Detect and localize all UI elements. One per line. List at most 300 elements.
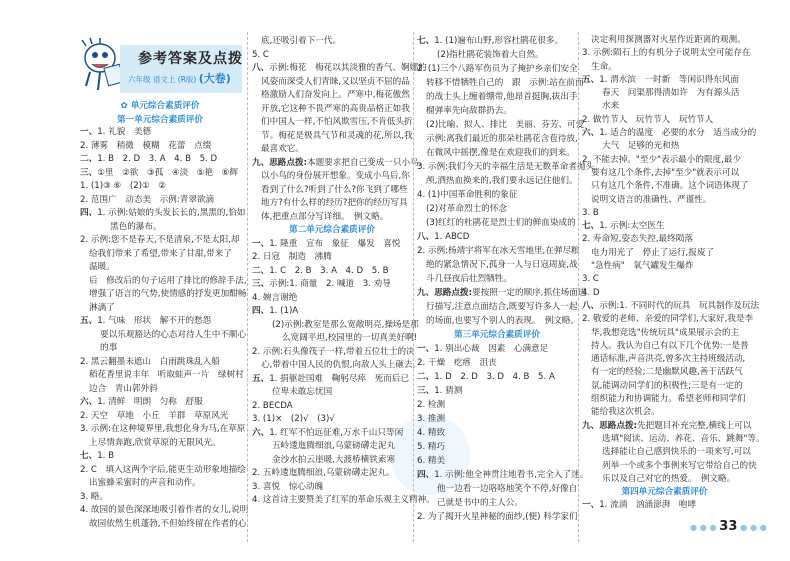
- answer-text: 1. D 2. D 3. D 4. B 5. A: [434, 372, 555, 382]
- question-number: 二、: [80, 154, 98, 164]
- answer-line: [582, 34, 747, 47]
- answer-line: [252, 305, 412, 319]
- answer-text: 3. 示例:陨石上的有机分子说明太空可能存在: [582, 48, 751, 59]
- question-number: 八、: [417, 232, 435, 242]
- answer-text: 1. 礼貌 美德: [97, 127, 152, 137]
- question-number: 五、: [582, 74, 600, 85]
- answer-text: 1. 示例:他全神贯注地看书,完全入了迷。: [434, 470, 589, 480]
- column-divider: [247, 32, 248, 542]
- answer-text: 看到了什么?听到了什么?你飞到了哪些: [261, 184, 408, 195]
- answer-line: [252, 427, 412, 441]
- answer-text: 第四单元综合素质评价: [621, 487, 708, 498]
- answer-line: [582, 433, 765, 446]
- answer-line: [252, 143, 412, 157]
- answer-line: [582, 366, 747, 379]
- answer-line: [252, 184, 412, 198]
- answer-text: 己就是书中的主人公。: [437, 498, 523, 508]
- answer-text: 1. 渭水滨 一时新 等闲识得东风面: [599, 74, 740, 85]
- answer-text: 的事: [100, 343, 118, 353]
- answer-line: [252, 211, 412, 225]
- answer-column-4: [582, 34, 765, 513]
- answer-line: [582, 460, 757, 473]
- answer-line: [252, 400, 412, 414]
- answer-text: 乐以及自己对它的热爱。 例文略。: [602, 473, 736, 484]
- answer-line: [582, 287, 747, 300]
- question-number: 四、: [252, 306, 270, 316]
- answer-text: 黑色的瀑布。: [110, 221, 162, 232]
- answer-line: [582, 313, 754, 326]
- answer-text: 示例:离我们最近的那朵杜鹃花含苞待放,: [426, 134, 578, 144]
- answer-text: 1. (1)遍布山野,形容杜鹃花很多。: [434, 36, 564, 46]
- question-number: 六、: [80, 397, 98, 407]
- answer-text: 后 修改后的句子运用了排比的修辞手法,: [89, 275, 247, 286]
- answer-line: [582, 340, 747, 353]
- answer-text: 持人。我认为自己有以下几个优势:一是普: [591, 340, 749, 351]
- answer-line: [582, 180, 747, 193]
- answer-text: 4. (1)中国革命胜利的象征: [417, 190, 518, 200]
- answer-line: [80, 518, 245, 532]
- answer-text: 2. 日寇 制造 沸腾: [252, 252, 332, 262]
- answer-line: [252, 440, 412, 454]
- answer-text: 6. 精美: [417, 456, 446, 466]
- answer-line: [417, 34, 577, 48]
- question-number: 六、: [582, 128, 600, 139]
- answer-text: 以小鸟的身份展开想象。变成小鸟后,你: [261, 171, 410, 181]
- header-subtitle: [128, 70, 231, 86]
- answer-line: [80, 450, 245, 464]
- answer-text: 1. 捐躯赴国难 鞠躬尽瘁 死而后已: [269, 373, 410, 384]
- answer-text: 在微风中摇摆,像是在欢迎我们的到来。: [426, 148, 575, 158]
- answer-text: 3. C: [582, 274, 599, 285]
- answer-text: 3. 示例:在这种境界里,我想化身为马,在草原: [80, 424, 246, 434]
- answer-line: [417, 454, 577, 468]
- answer-text: 生命。: [591, 61, 617, 72]
- answer-line: [417, 468, 589, 482]
- answer-text: 能给我这次机会。: [591, 407, 660, 418]
- answer-line: [582, 393, 747, 406]
- question-number: 一、: [252, 238, 270, 249]
- answer-text: 2. (1)三个八路军伤员为了掩护乡亲们安全: [417, 64, 578, 74]
- answer-text: 大气 足够的光和热: [602, 141, 680, 152]
- answer-text: 2. 为了揭开火星神秘的面纱,(便) 科学家们: [417, 512, 578, 522]
- answer-line: [252, 103, 412, 117]
- answer-line: [80, 437, 245, 451]
- answer-line: [417, 482, 577, 496]
- answer-line: [417, 244, 580, 258]
- answer-text: 要以乐观豁达的心态对待人生中不顺心: [100, 329, 247, 340]
- answer-line: [80, 261, 245, 275]
- answer-text: 第二单元综合素质评价: [289, 225, 375, 235]
- question-number: 三、: [252, 279, 270, 289]
- answer-text: 1. (1)A: [269, 306, 299, 316]
- answer-line: [80, 207, 245, 221]
- answer-line: [582, 473, 747, 486]
- answer-line: [582, 127, 757, 140]
- answer-text: 2. 干燥 疙瘩 沮丧: [417, 358, 497, 368]
- answer-text: 给我们带来了希望,带来了甘甜,带来了: [89, 248, 232, 259]
- answer-text: 3. 喜悦 惊心动魄: [252, 481, 324, 492]
- answer-line: [252, 494, 435, 508]
- answer-line: [582, 260, 747, 273]
- answer-text: 1. 流淌 汹涌澎湃 咆哮: [599, 500, 697, 511]
- answer-text: (2)示例:教室是那么宽敞明亮,操场是那: [272, 319, 419, 330]
- answer-line: [417, 258, 577, 272]
- answer-text: 故园依然生机蓬勃,不但始终留在作者的心: [89, 518, 247, 529]
- answer-text: 最喜欢它。: [261, 144, 304, 154]
- answer-text: 1. C 2. B 3. A 4. D 5. B: [269, 265, 389, 276]
- answer-text: 5. C: [252, 49, 269, 60]
- answer-line: [252, 130, 412, 144]
- question-number: 一、: [582, 500, 600, 511]
- answer-line: [80, 396, 245, 410]
- answer-text: 3. 略。: [80, 491, 109, 502]
- answer-line: [252, 251, 412, 265]
- unit-heading: [252, 224, 412, 238]
- answer-text: (2)指杜鹃花装饰着大自然。: [437, 50, 544, 60]
- question-number: 四、: [417, 470, 435, 480]
- answer-line: [252, 292, 412, 306]
- answer-text: (2)比喻、拟人、排比 美丽、芬芳、可爱: [426, 120, 585, 130]
- answer-text: 地方?有什么样的经历?把你的经历写具: [261, 198, 408, 208]
- answer-line: [582, 446, 751, 459]
- answer-text: 稻花香里说丰年 听取蛙声一片 绿树村: [89, 370, 244, 380]
- answer-text: (3)红红的杜鹃花是烈士们的鲜血染成的: [426, 218, 576, 228]
- answer-text: 他一边看一边咯咯地笑个不停,好像自: [437, 484, 578, 494]
- answer-line: [252, 467, 412, 481]
- answer-line: [252, 76, 412, 90]
- unit-heading: [417, 328, 577, 342]
- answer-text: 列举一个或多个事例来写它带给自己的快: [602, 460, 757, 471]
- answer-text: 4. 婉言谢绝: [252, 292, 298, 303]
- answer-line: [417, 412, 577, 426]
- answer-text: 4. 这首诗主要赞美了红军的革命乐观主义精神。: [252, 495, 435, 505]
- answer-text: 先把题目补充完整,横线上可以: [637, 420, 752, 431]
- answer-line: [252, 373, 412, 387]
- answer-text: 节。梅花是极具气节和灵魂的花,所以,我: [261, 130, 413, 141]
- answer-line: [417, 132, 577, 146]
- answer-text: 心,带着中国人民的仇恨,向敌人头上砸去。: [261, 360, 422, 370]
- answer-text: 5. 精巧: [417, 442, 446, 452]
- answer-text: 么宽阔平坦,校园里的一切真美好啊!: [282, 333, 418, 343]
- answer-line: [252, 386, 412, 400]
- answer-text: 3. 示例:我们今天的幸福生活是无数革命者抛头: [417, 162, 595, 172]
- answer-line: [417, 216, 577, 230]
- question-number: 二、: [417, 372, 435, 382]
- answer-line: [582, 167, 747, 180]
- answer-line: [417, 426, 577, 440]
- answer-line: [80, 153, 245, 167]
- answer-text: 转移不惜牺牲自己的 跟 示例:站在前面: [426, 78, 584, 88]
- answer-line: [417, 370, 577, 384]
- answer-text: 2. 检测: [417, 400, 446, 410]
- answer-line: [417, 496, 577, 510]
- answer-text: 格激励人们奋发向上。严寒中,梅花傲然: [261, 90, 410, 100]
- answer-line: [582, 380, 747, 393]
- answer-line: [417, 188, 577, 202]
- answer-text: 有一定的经验;二是幽默风趣,善于活跃气: [591, 367, 743, 378]
- answer-line: [80, 504, 249, 518]
- answer-line: [582, 300, 760, 313]
- question-number: 三、: [417, 386, 435, 396]
- answer-text: 斗几昼夜后壮烈牺牲。: [426, 274, 512, 284]
- answer-line: [417, 202, 577, 216]
- answer-text: 电力用光了 停止了运行,报废了: [591, 247, 715, 258]
- answer-line: [252, 265, 412, 279]
- answer-line: [582, 87, 747, 100]
- answer-line: [417, 230, 577, 244]
- answer-line: [252, 62, 427, 76]
- answer-text: 2. 示例:您不是春天,不是清泉,不是太阳,却: [80, 235, 240, 245]
- answer-text: 2. C 填入这两个字后,能更生动形象地描绘: [80, 464, 246, 475]
- answer-text: 3. 推测: [417, 414, 446, 424]
- answer-line: [252, 319, 419, 333]
- question-number: 四、: [80, 208, 98, 218]
- answer-text: 1. 别出心裁 因素 心满意足: [434, 344, 549, 354]
- answer-text: 金沙水拍云崖暖,大渡桥横铁索寒: [272, 454, 396, 465]
- unit-heading: [582, 486, 747, 499]
- answer-text: 颅,洒热血换来的,我们要永远记住他们。: [426, 176, 578, 186]
- question-number: 一、: [417, 344, 435, 354]
- answer-text: 4. 精致: [417, 428, 446, 438]
- question-number: 九、思路点拨:: [417, 288, 472, 298]
- answer-line: [417, 90, 577, 104]
- answer-text: 1. (1)③ ⑥ (2)① ②: [80, 181, 167, 191]
- answer-text: (2)对革命烈士的怀念: [426, 204, 507, 214]
- answer-line: [80, 302, 245, 316]
- answer-text: 们中国人一样,不怕风欺雪压,不肯低头折: [261, 117, 413, 127]
- answer-text: 2. 示例:杨靖宇将军在冰天雪地里,在弹尽粮: [417, 246, 580, 256]
- answer-line: [582, 420, 752, 433]
- answer-text: 水来: [602, 101, 620, 112]
- answer-line: [417, 62, 577, 76]
- answer-text: 4. D: [582, 287, 600, 298]
- question-number: 八、: [252, 63, 270, 73]
- answer-line: [417, 286, 587, 300]
- answer-text: 温暖。: [89, 262, 115, 272]
- answer-line: [252, 170, 412, 184]
- answer-line: [582, 247, 747, 260]
- answer-line: [252, 89, 412, 103]
- answer-text: 3. B: [582, 207, 599, 218]
- answer-text: 氛,能调动同学们的积极性;三是有一定的: [591, 380, 743, 391]
- answer-line: [252, 35, 412, 49]
- question-number: 八、: [582, 300, 600, 311]
- question-number: 一、: [80, 127, 98, 137]
- answer-text: 1. 示例:太空医生: [599, 221, 665, 232]
- answer-text: 绝的紧急情况下,孤身一人与日寇周旋,战: [426, 260, 578, 270]
- answer-text: 1. B 2. D 3. A 4. B 5. D: [97, 154, 218, 164]
- answer-text: 2. 天空 草地 小丘 羊群 草原风光: [80, 410, 229, 421]
- answer-text: ①里 ②欲 ③孤 ④淡 ⑤艳 ⑥辉: [97, 167, 238, 178]
- answer-line: [252, 157, 422, 171]
- answer-line: [582, 207, 747, 220]
- answer-line: [80, 342, 245, 356]
- answer-line: [417, 272, 577, 286]
- answer-line: [80, 248, 245, 262]
- answer-line: [417, 314, 580, 328]
- answer-text: "急性病" 氧气罐发生爆炸: [591, 261, 694, 272]
- question-number: 九、思路点拨:: [582, 420, 637, 431]
- answer-line: [582, 406, 747, 419]
- question-number: 五、: [80, 316, 98, 326]
- answer-text: 五岭逶迤腾细浪,乌蒙磅礴走泥丸: [272, 441, 396, 451]
- answer-line: [582, 154, 747, 167]
- answer-line: [80, 491, 245, 505]
- answer-text: 1. 清鲜 明朗 匀称 舒服: [97, 397, 203, 407]
- answer-text: 1. 隆重 宣布 象征 爆发 喜悦: [269, 238, 401, 249]
- answer-line: [582, 47, 751, 60]
- answer-line: [582, 353, 747, 366]
- answer-line: [417, 146, 577, 160]
- answer-text: 决定利用探测器对火星作近距离的观测。: [591, 35, 746, 45]
- answer-text: 2. 薄雾 稍微 模糊 花蕾 点缀: [80, 140, 212, 151]
- column-divider: [578, 32, 579, 542]
- answer-line: [80, 383, 245, 397]
- answer-line: [582, 499, 747, 512]
- answer-text: 2. 黑云翻墨未遮山 白雨跳珠乱入船: [80, 356, 220, 367]
- answer-text: 第三单元综合素质评价: [454, 330, 540, 340]
- answer-text: 的场面,也要写个别人的表现。 例文略。: [426, 316, 580, 326]
- answer-column-1: [80, 126, 249, 531]
- answer-text: 1. 示例:姑娘的头发长长的,黑黑的,恰如: [97, 208, 246, 218]
- answer-text: 华,我想竞选"传统玩具"成果展示会的主: [591, 327, 740, 338]
- answer-line: [252, 359, 422, 373]
- answer-line: [80, 234, 245, 248]
- answer-line: [252, 454, 412, 468]
- answer-text: 2. 范围广 动态美 示例:青翠欲滴: [80, 194, 215, 205]
- answer-line: [252, 278, 412, 292]
- answer-text: 行描写,注意点面结合,既要写许多人一起: [426, 302, 578, 312]
- answer-line: [252, 481, 412, 495]
- answer-text: 要有这几个条件,去掉"至少"就表示可以: [591, 167, 740, 178]
- answer-line: [80, 180, 245, 194]
- grade-subject: 六年级 语文上 (R版): [128, 75, 197, 84]
- question-number: 九、思路点拨:: [252, 157, 307, 168]
- answer-text: 2. BECDA: [252, 400, 293, 411]
- answer-line: [417, 174, 577, 188]
- answer-line: [252, 332, 418, 346]
- answer-text: 要按照一定的顺序,抓住场面进: [472, 288, 587, 298]
- question-number: 七、: [582, 221, 600, 232]
- answer-line: [582, 220, 747, 233]
- answer-text: 1. 适合的温度 必要的水分 适当成分的: [599, 128, 757, 139]
- answer-line: [417, 398, 577, 412]
- answer-line: [252, 413, 412, 427]
- mascot-illustration: [78, 36, 126, 96]
- answer-text: 2. 做竹节人 玩竹节人 玩竹节人: [582, 114, 714, 125]
- question-number: 六、: [252, 427, 270, 438]
- answer-line: [252, 116, 412, 130]
- answer-line: [417, 356, 577, 370]
- answer-text: 榴弹率先向敌群扔去。: [426, 106, 512, 116]
- answer-text: 1. B: [97, 451, 115, 461]
- page-number-text: 33: [719, 519, 738, 534]
- answer-line: [80, 221, 245, 235]
- answer-line: [252, 346, 415, 360]
- question-number: 七、: [80, 451, 98, 461]
- answer-line: [80, 477, 245, 491]
- answer-text: 通话标准,声音洪亮,曾多次主持班级活动,: [591, 354, 746, 365]
- answer-text: 体,把重点部分写详细。 例文略。: [261, 211, 389, 222]
- answer-text: 选填"阅读、运动、养花、音乐、跳舞"等。: [602, 433, 765, 444]
- answer-line: [80, 194, 245, 208]
- answer-text: 说明文语言的准确性、严谨性。: [591, 194, 712, 205]
- section-title-text: 单元综合素质评价: [130, 101, 200, 111]
- answer-text: 4. 故园的景色深深地吸引着作者的女儿,说明: [80, 505, 249, 515]
- answer-text: 3. (1)× (2)√ (3)√: [252, 414, 335, 424]
- answer-line: [417, 104, 577, 118]
- answer-line: [252, 238, 412, 252]
- answer-text: 边合 青山郭外斜: [89, 383, 158, 394]
- answer-line: [417, 440, 577, 454]
- answer-text: 的战士头上缠着绷带,他昂首挺胸,拔出手: [426, 92, 578, 102]
- answer-text: 增强了语言的气势,使情感的抒发更加酣畅: [89, 289, 247, 299]
- answer-text: 示例:1. 不同时代的玩具 玩具制作及玩法: [599, 300, 760, 311]
- answer-text: 上尽情奔跑,欣赏草原的无限风光。: [89, 437, 221, 448]
- answer-text: 1. ABCD: [434, 232, 470, 242]
- answer-line: [80, 288, 245, 302]
- answer-text: 底,还吸引着下一代。: [261, 36, 342, 46]
- answer-line: [417, 384, 577, 398]
- answer-text: 位卑未敢忘忧国: [272, 387, 333, 397]
- answer-text: 组织能力和协调能力。希望老师和同学们: [591, 394, 746, 405]
- answer-line: [80, 423, 245, 437]
- answer-line: [582, 114, 747, 127]
- answer-line: [80, 464, 245, 478]
- answer-line: [252, 49, 412, 63]
- page-number: ● ● ● 33 ● ● ●: [690, 519, 767, 534]
- answer-line: [252, 197, 412, 211]
- answer-line: [417, 160, 595, 174]
- answer-text: 风姿而深受人们青睐,又以坚贞不屈的品: [261, 76, 410, 87]
- answer-line: [80, 329, 245, 343]
- answer-line: [582, 100, 747, 113]
- answer-line: [582, 327, 747, 340]
- answer-text: 2. 敬爱的老师、亲爱的同学们,大家好,我是李: [582, 314, 754, 325]
- answer-text: 只有这几个条件,不准确。这个词语体现了: [591, 181, 749, 192]
- answer-line: [417, 300, 577, 314]
- unit-1-heading: 第一单元综合素质评价: [117, 114, 203, 125]
- answer-line: [417, 342, 577, 356]
- answer-line: [80, 356, 245, 370]
- answer-text: 2. 不能去掉。"至少"表示最小的限度,最少: [582, 154, 742, 165]
- answer-text: 选择能让自己感到快乐的一项来写,可以: [602, 447, 751, 458]
- answer-text: 2. 示例:石头像筏子一样,带着五位壮士的决: [252, 346, 415, 357]
- answer-line: [80, 126, 245, 140]
- answer-text: 本题要求把自己变成一只小鸟,: [307, 157, 422, 168]
- answer-line: [582, 233, 747, 246]
- answer-line: [80, 167, 245, 181]
- answer-text: 淋漓了: [89, 302, 115, 313]
- question-number: 七、: [417, 36, 435, 46]
- answer-line: [80, 140, 245, 154]
- answer-line: [582, 61, 747, 74]
- answer-line: [417, 76, 584, 90]
- answer-line: [582, 140, 747, 153]
- answer-line: [80, 369, 245, 383]
- answer-text: 示例:1. 商量 2. 喊道 3. 劝导: [269, 279, 391, 289]
- answer-text: 2. 寿命短,姿态失控,最终陨落: [582, 234, 693, 245]
- answer-line: [582, 194, 747, 207]
- question-number: 五、: [252, 373, 270, 384]
- page-title: 参考答案及点拨: [138, 51, 243, 67]
- volume-label: (大卷): [198, 72, 231, 85]
- answer-line: [80, 315, 245, 329]
- question-number: 二、: [252, 265, 270, 276]
- section-headings: [80, 100, 240, 127]
- answer-text: 春天 问渠那得清如许 为有源头活: [602, 88, 740, 99]
- answer-text: 开放,它这种不畏严寒的高贵品格正如我: [261, 103, 410, 114]
